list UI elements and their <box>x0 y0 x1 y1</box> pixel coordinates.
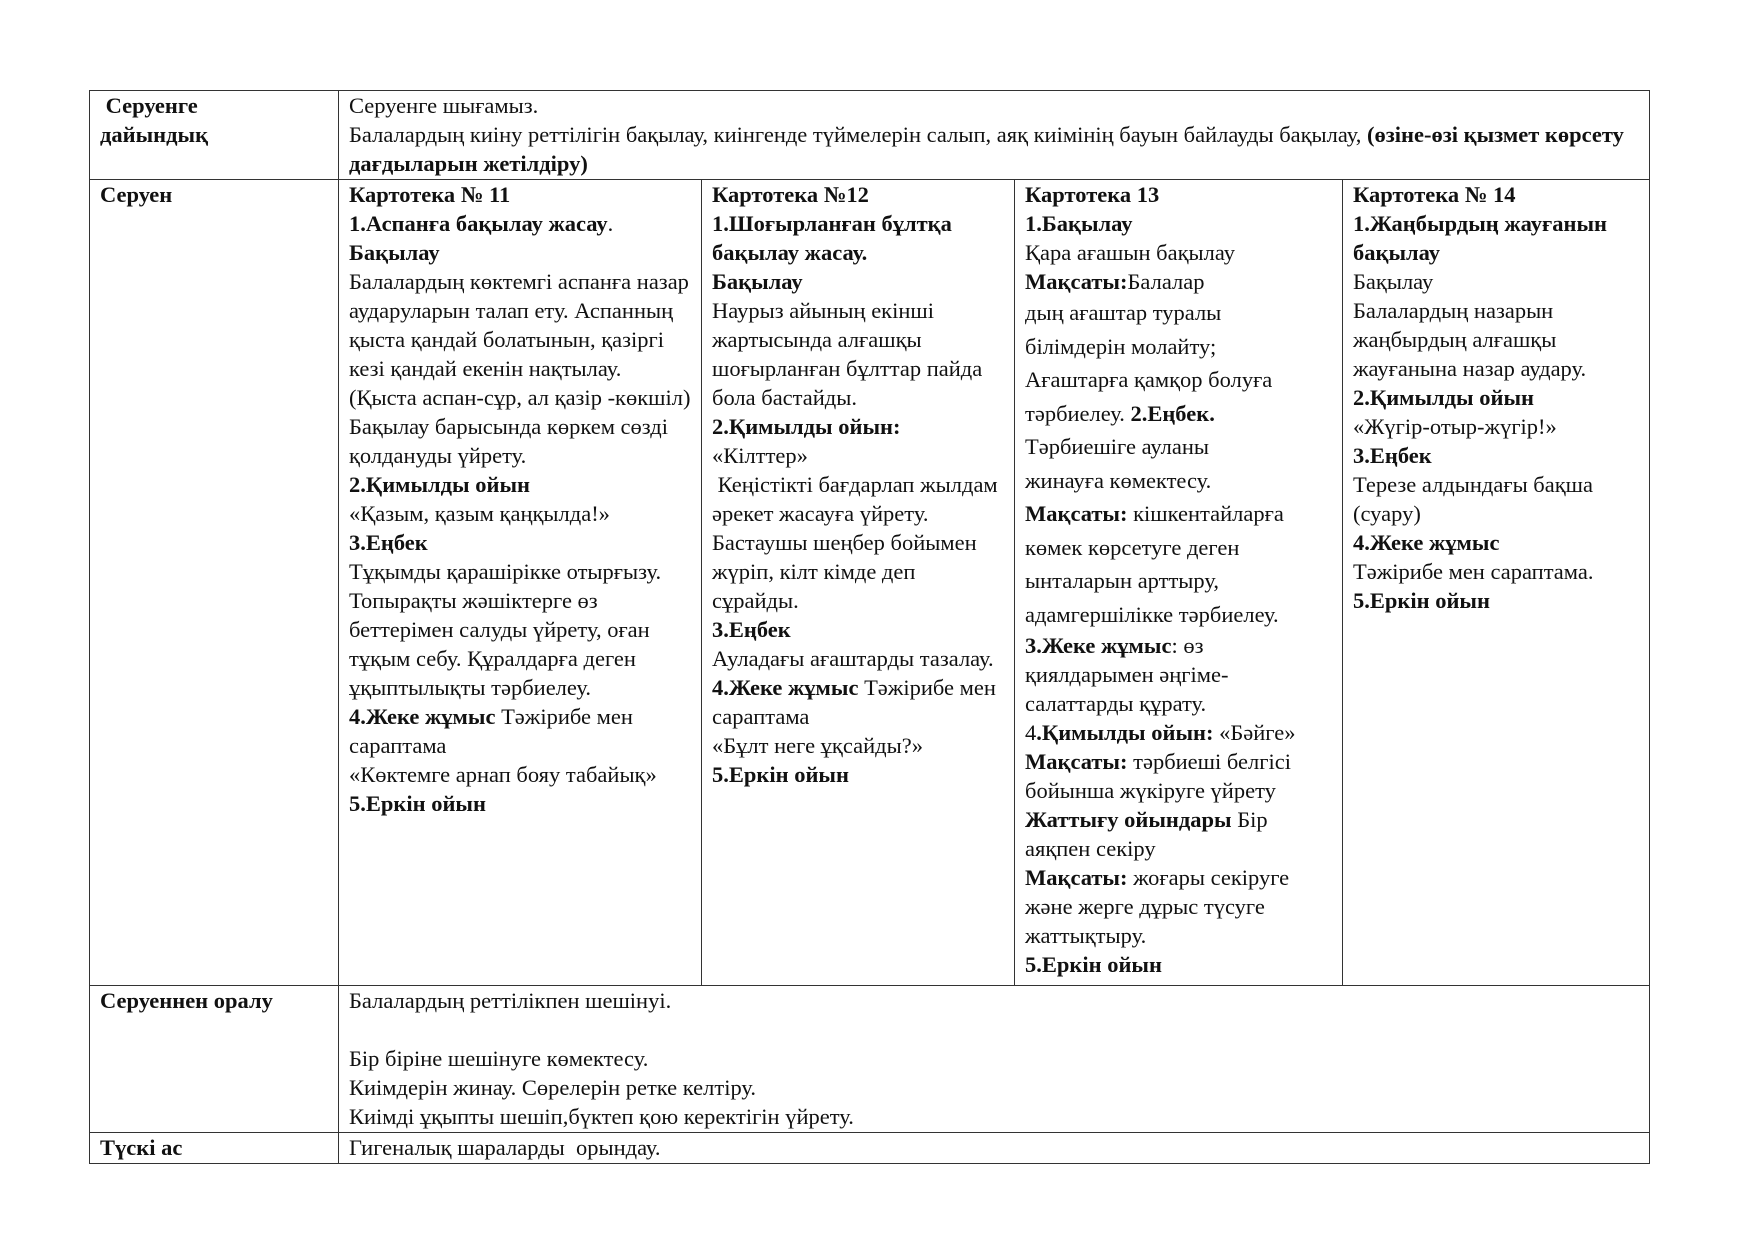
text-line <box>1025 805 1332 863</box>
text-line: 2.Қимылды ойын <box>349 472 530 497</box>
text-span: Балалар <box>1127 269 1205 294</box>
bold-span: (өзіне-өзі қызмет көрсету дағдыларын жетілдіру) <box>349 122 1624 176</box>
card-13 <box>1015 180 1343 986</box>
text-line: 2.Қимылды ойын: <box>712 414 901 439</box>
text-line: Наурыз айының екінші жартысында алғашқы шоғырланған бұлттар пайда бола бастайды. <box>712 298 983 410</box>
card-title: Картотека № 11 <box>349 182 511 207</box>
text-line: «Қазым, қазым қаңқылда!» <box>349 501 610 526</box>
text-line: 1.Шоғырланған бұлтқа бақылау жасау. <box>712 211 952 265</box>
text-line: 4.Жеке жұмыс <box>1353 530 1500 555</box>
text-line <box>1025 863 1332 950</box>
schedule-table <box>89 90 1650 1164</box>
text-line: Кеңістікті бағдарлап жылдам әрекет жасауға үйрету. Бастаушы шеңбер бойымен жүріп, кілт кімде деп сұрайды. <box>712 472 1004 613</box>
card-11 <box>339 180 702 986</box>
text-line: 2.Қимылды ойын <box>1353 385 1534 410</box>
text-line: білімдерін молайту; <box>1025 333 1217 359</box>
text-line: көмек көрсетуге деген <box>1025 534 1240 560</box>
table-row-lunch <box>90 1133 1650 1164</box>
text-line: Бақылау <box>712 269 803 294</box>
text-line: Қара ағашын бақылау <box>1025 240 1235 265</box>
text-span: жоғары секіруге және жерге дұрыс түсуге жаттықтыру. <box>1025 865 1290 948</box>
text-line: Топырақты жәшіктерге өз беттерімен салуды үйрету, оған тұқым себу. Құралдарға деген ұқыптылықты тәрбиелеу. <box>349 588 650 700</box>
lunch-content: Гигеналық шараларды орындау. <box>339 1133 1650 1164</box>
text-line: 5.Еркін ойын <box>1025 952 1162 977</box>
text-line: 3.Еңбек <box>349 530 428 555</box>
text-span: Бір аяқпен секіру <box>1025 807 1268 861</box>
bold-span: Мақсаты: <box>1025 865 1128 890</box>
text-line: «Көктемге арнап бояу табайық» <box>349 762 657 787</box>
bold-span: Мақсаты: <box>1025 501 1128 526</box>
text-span: кішкентайларға <box>1127 501 1284 526</box>
text-line: Серуенге шығамыз. <box>349 93 539 118</box>
bold-span: 1.Аспанға бақылау жасау <box>349 211 608 236</box>
text-line: 3.Еңбек <box>712 617 791 642</box>
text-line: жинауға көмектесу. <box>1025 467 1212 493</box>
text-line: дың ағаштар туралы <box>1025 300 1222 325</box>
card-12 <box>702 180 1015 986</box>
text-line: Тұқымды қарашірікке отырғызу. <box>349 559 662 584</box>
text-line: Бір біріне шешінуге көмектесу. <box>349 1046 649 1071</box>
bold-span: 3.Жеке жұмыс <box>1025 633 1172 658</box>
prep-content <box>339 91 1650 180</box>
document-page <box>89 90 1649 1164</box>
table-row-return <box>90 986 1650 1133</box>
bold-span: 2.Еңбек. <box>1130 400 1215 426</box>
text-line: Бақылау <box>349 240 440 265</box>
text-line: Тәрбиешіге ауланы <box>1025 434 1210 459</box>
text-line <box>1025 718 1332 747</box>
text-line <box>1025 497 1332 531</box>
text-line <box>349 120 1639 178</box>
table-row-prep <box>90 91 1650 180</box>
text-line <box>712 673 1004 731</box>
text-line: «Кілттер» <box>712 443 808 468</box>
bold-span: 4.Жеке жұмыс <box>712 675 859 700</box>
text-span: Балалардың киіну реттілігін бақылау, киінгенде түймелерін салып, аяқ киімінің бауын байлауды бақылау, <box>349 122 1367 147</box>
text-line: Ауладағы ағаштарды тазалау. <box>712 646 994 671</box>
text-line: 5.Еркін ойын <box>349 791 486 816</box>
row-label-walk: Серуен <box>90 180 339 986</box>
text-line: 3.Еңбек <box>1353 443 1432 468</box>
row-label-return: Серуеннен оралу <box>90 986 339 1133</box>
text-span: Тәжірибе мен сараптама <box>349 704 633 758</box>
bold-span: Мақсаты: <box>1025 269 1128 294</box>
text-line: 5.Еркін ойын <box>712 762 849 787</box>
text-line: Тәжірибе мен сараптама. <box>1353 559 1594 584</box>
card-14 <box>1343 180 1650 986</box>
bold-span: Мақсаты: <box>1025 749 1128 774</box>
row-label-lunch: Түскі ас <box>90 1133 339 1164</box>
text-line: «Жүгір-отыр-жүгір!» <box>1353 414 1557 439</box>
text-line <box>1025 267 1332 296</box>
card-title: Картотека № 14 <box>1353 182 1516 207</box>
text-line: Ағаштарға қамқор болуға <box>1025 367 1273 392</box>
bold-span: Жаттығу ойындары <box>1025 807 1232 832</box>
text-line: Балалардың назарын жаңбырдың алғашқы жауғанына назар аудару. <box>1353 298 1587 381</box>
table-row-walk <box>90 180 1650 986</box>
card-title: Картотека 13 <box>1025 182 1160 207</box>
text-span: 4 <box>1025 720 1037 745</box>
text-line: ынталарын арттыру, <box>1025 568 1219 593</box>
text-line: Киімді ұқыпты шешіп,бүктеп қою керектігін үйрету. <box>349 1104 854 1129</box>
text-line: адамгершілікке тәрбиелеу. <box>1025 601 1279 627</box>
text-line: 1.Бақылау <box>1025 211 1133 236</box>
text-line: Балалардың көктемгі аспанға назар аударуларын талап ету. Аспанның қыста қандай болатынын, қазіргі кезі қандай екенін нақтылау. (Қыста аспан-сұр, ал қазір -көкшіл) Бақылау барысында көркем сөзді қолдануды үйрету. <box>349 269 691 468</box>
label-line: Серуенге <box>100 93 198 118</box>
bold-span: 4.Жеке жұмыс <box>349 704 496 729</box>
text-line <box>1025 631 1332 718</box>
text-line: Бақылау <box>1353 269 1434 294</box>
text-line <box>349 702 691 760</box>
text-span: тәрбиелеу. <box>1025 400 1131 426</box>
text-span: Тәжірибе мен сараптама <box>712 675 996 729</box>
text-line: 1.Жаңбырдың жауғанын бақылау <box>1353 211 1607 265</box>
label-line: дайындық <box>100 122 209 147</box>
text-line: Балалардың реттілікпен шешінуі. <box>349 988 672 1013</box>
return-content <box>339 986 1650 1133</box>
card-title: Картотека №12 <box>712 182 869 207</box>
text-span: : өз қиялдарымен әңгіме-салаттарды құрату. <box>1025 633 1229 716</box>
text-line: Киімдерін жинау. Сөрелерін ретке келтіру. <box>349 1075 757 1100</box>
text-line: 5.Еркін ойын <box>1353 588 1490 613</box>
text-span: тәрбиеші белгісі бойынша жүкіруге үйрету <box>1025 749 1291 803</box>
text-line: «Бұлт неге ұқсайды?» <box>712 733 923 758</box>
text-line: Терезе алдындағы бақша (суару) <box>1353 472 1593 526</box>
row-label-prep <box>90 91 339 180</box>
text-span: «Бәйге» <box>1213 720 1296 745</box>
text-line <box>349 209 691 238</box>
text-line <box>1025 747 1332 805</box>
text-line <box>1025 397 1332 431</box>
bold-span: .Қимылды ойын: <box>1036 720 1214 745</box>
blank-line <box>349 1015 1639 1044</box>
text-span: . <box>607 211 614 236</box>
